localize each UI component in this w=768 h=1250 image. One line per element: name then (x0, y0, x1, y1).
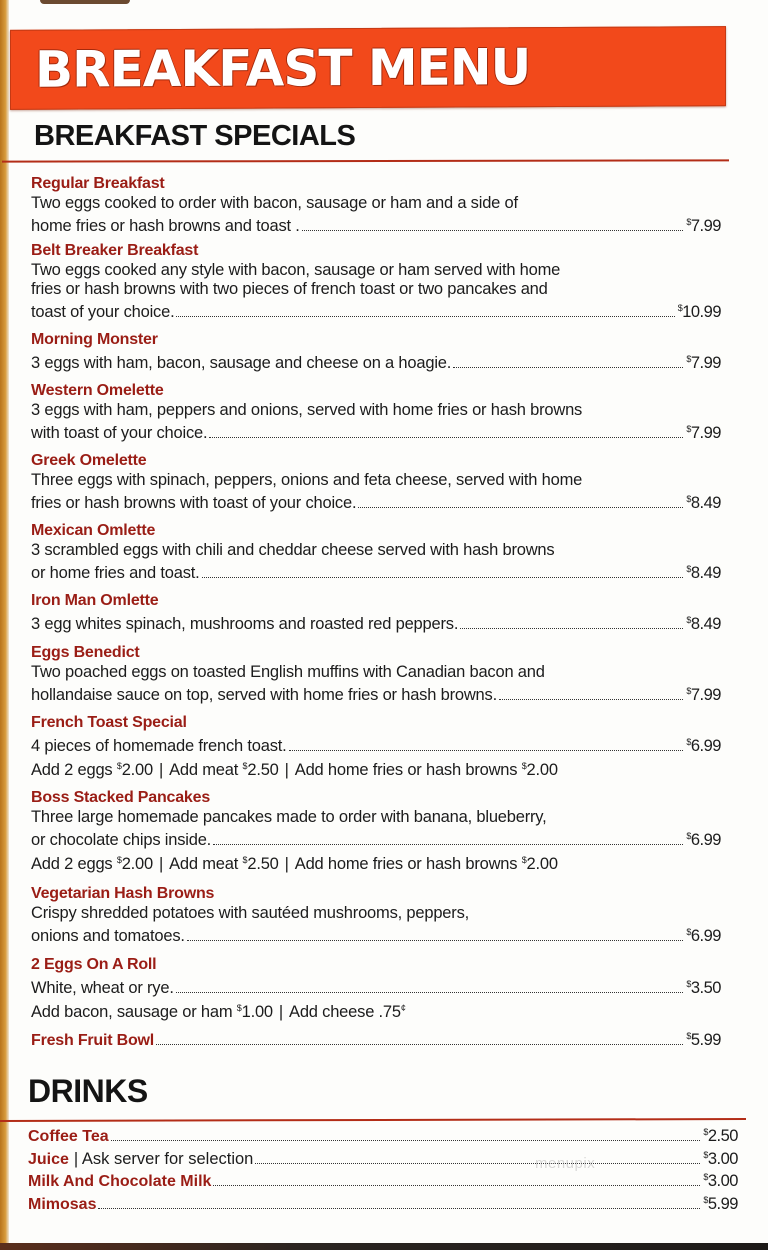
item-name: Boss Stacked Pancakes (31, 789, 211, 806)
currency-symbol: $ (703, 1127, 708, 1137)
item-description-line (31, 194, 721, 213)
currency-symbol: $ (242, 855, 248, 865)
drinks-heading: DRINKS (28, 1073, 148, 1109)
dot-leader (289, 750, 684, 751)
currency-symbol: $ (703, 1172, 708, 1182)
price-value: 7.99 (690, 217, 721, 235)
addon-price: 2.00 (526, 855, 558, 873)
description-text: Two eggs cooked to order with bacon, sausage or ham and a side of (31, 194, 518, 212)
currency-symbol: $ (521, 855, 527, 865)
dot-leader (187, 940, 684, 941)
currency-symbol: $ (236, 1003, 242, 1013)
menu-item (31, 451, 731, 513)
description-text: 3 eggs with ham, bacon, sausage and cheese on a hoagie. (31, 354, 452, 372)
item-description-line (31, 299, 721, 322)
item-addons (31, 756, 731, 781)
item-addons (31, 998, 731, 1023)
drinks-divider (0, 1118, 746, 1122)
watermark: menupix (535, 1155, 596, 1172)
description-text: Three large homemade pancakes made to order with banana, blueberry, (31, 808, 547, 826)
drink-item (28, 1195, 738, 1214)
dot-leader (499, 699, 683, 700)
currency-symbol: $ (686, 615, 691, 625)
dot-leader (176, 992, 684, 993)
menu-item (31, 955, 731, 1023)
description-text: 3 egg whites spinach, mushrooms and roasted red peppers. (31, 615, 459, 633)
menu-item (31, 381, 731, 443)
addon-label: Add home fries or hash browns (294, 855, 518, 873)
item-description-line (31, 541, 721, 560)
addon-separator: | (284, 855, 289, 873)
dot-leader (453, 367, 683, 368)
addon-option (31, 761, 153, 779)
price-value: 7.99 (690, 424, 721, 442)
price-value: 2.50 (707, 1127, 738, 1145)
currency-symbol: $ (703, 1149, 708, 1160)
menu-item (31, 713, 731, 781)
item-name: Iron Man Omlette (31, 592, 159, 609)
price-value: 3.00 (707, 1172, 738, 1190)
item-name: Belt Breaker Breakfast (31, 242, 199, 259)
addon-option (31, 1003, 273, 1021)
addon-label: Add cheese .75 (289, 1003, 401, 1021)
menu-title: BREAKFAST MENU (35, 38, 531, 99)
price-value: 7.99 (690, 686, 721, 704)
item-name: Morning Monster (31, 331, 158, 348)
addon-price: 2.00 (121, 761, 154, 779)
description-text: Two poached eggs on toasted English muffins with Canadian bacon and (31, 663, 545, 681)
item-description-line (31, 471, 721, 490)
description-text: Two eggs cooked any style with bacon, sausage or ham served with home (31, 261, 561, 279)
addon-label: Add bacon, sausage or ham (31, 1003, 233, 1021)
description-text: 4 pieces of homemade french toast. (31, 737, 287, 755)
drink-item (28, 1150, 738, 1169)
price-value: 8.49 (690, 494, 721, 512)
menu-item (31, 521, 731, 583)
item-name: 2 Eggs On A Roll (31, 956, 157, 973)
currency-symbol: $ (703, 1194, 708, 1205)
drink-price (703, 1172, 738, 1191)
item-price (686, 560, 721, 583)
currency-symbol: $ (686, 424, 691, 434)
currency-symbol: $ (686, 737, 691, 747)
title-banner (10, 26, 726, 110)
addon-option (31, 855, 153, 873)
description-text: 3 eggs with ham, peppers and onions, served with home fries or hash browns (31, 401, 583, 419)
menu-item (31, 884, 731, 946)
addon-option (169, 761, 279, 779)
item-description-line (31, 420, 721, 443)
item-description-line (31, 611, 721, 634)
bottom-edge-decoration (0, 1243, 768, 1250)
drink-name: Mimosas (28, 1195, 97, 1213)
price-value: 8.49 (690, 615, 721, 633)
description-text: fries or hash browns with toast of your choice. (31, 494, 357, 512)
price-value: 3.00 (707, 1149, 738, 1168)
currency-symbol: $ (686, 354, 691, 364)
addon-separator: | (159, 855, 164, 873)
item-price (686, 490, 721, 513)
addon-separator: | (278, 1003, 284, 1021)
currency-symbol: $ (116, 855, 122, 865)
currency-symbol: $ (686, 494, 691, 504)
currency-symbol: $ (686, 1031, 691, 1041)
addon-separator: | (159, 761, 164, 779)
item-line (31, 1031, 721, 1051)
menu-item (31, 330, 731, 373)
addon-separator: | (284, 761, 289, 779)
dot-leader (202, 577, 684, 578)
item-name: French Toast Special (31, 714, 187, 731)
drink-price (703, 1127, 738, 1146)
addon-price: 2.50 (247, 855, 279, 873)
item-price (686, 420, 721, 443)
dot-leader (176, 316, 674, 317)
item-price (686, 213, 721, 236)
currency-symbol: $ (521, 761, 527, 771)
price-value: 6.99 (690, 927, 721, 945)
item-description-line (31, 280, 721, 299)
item-price (686, 1031, 721, 1050)
item-description-line (31, 733, 721, 756)
description-text: or home fries and toast. (31, 564, 200, 582)
cents-symbol: ¢ (400, 1003, 406, 1013)
item-price (686, 611, 721, 634)
dot-leader (255, 1163, 700, 1164)
menu-item (31, 788, 731, 875)
item-name: Fresh Fruit Bowl (31, 1032, 155, 1049)
currency-symbol: $ (686, 217, 691, 227)
item-description-line (31, 261, 721, 280)
price-value: 6.99 (690, 831, 721, 849)
dot-leader (358, 507, 683, 508)
item-name: Mexican Omlette (31, 522, 156, 539)
addon-option (289, 1003, 406, 1021)
specials-divider (2, 159, 729, 162)
drink-price (703, 1195, 738, 1214)
menu-item (31, 241, 731, 322)
menu-item (31, 591, 731, 634)
item-description-line (31, 923, 721, 946)
drink-name: Juice (28, 1150, 69, 1168)
item-description-line (31, 490, 721, 513)
item-name: Greek Omelette (31, 452, 147, 469)
description-text: home fries or hash browns and toast . (31, 217, 300, 235)
currency-symbol: $ (686, 686, 691, 696)
currency-symbol: $ (686, 927, 691, 937)
specials-heading: BREAKFAST SPECIALS (34, 120, 356, 152)
addon-label: Add meat (169, 761, 239, 779)
description-text: fries or hash browns with two pieces of french toast or two pancakes and (31, 280, 548, 298)
dot-leader (302, 230, 684, 231)
item-description-line (31, 213, 721, 236)
item-description-line (31, 401, 721, 420)
description-text: White, wheat or rye. (31, 979, 174, 997)
drink-name: Coffee Tea (28, 1128, 109, 1145)
currency-symbol: $ (686, 831, 691, 841)
item-description-line (31, 808, 721, 827)
currency-symbol: $ (677, 303, 683, 313)
dot-leader (460, 628, 683, 629)
page-edge (0, 0, 9, 1250)
drink-note: | Ask server for selection (73, 1149, 254, 1168)
currency-symbol: $ (116, 761, 122, 771)
addon-price: 2.50 (247, 761, 279, 779)
item-price (686, 827, 721, 850)
item-description-line (31, 560, 721, 583)
drink-price (703, 1150, 738, 1169)
top-edge-decoration (40, 0, 130, 4)
currency-symbol: $ (686, 564, 691, 574)
item-price (678, 299, 721, 322)
description-text: Crispy shredded potatoes with sautéed mushrooms, peppers, (31, 904, 470, 922)
addon-price: 1.00 (241, 1003, 273, 1021)
menu-item (31, 643, 731, 705)
addon-price: 2.00 (121, 855, 154, 873)
addon-label: Add meat (169, 855, 239, 873)
price-value: 5.99 (690, 1031, 721, 1049)
description-text: hollandaise sauce on top, served with home fries or hash browns. (31, 686, 497, 704)
item-name: Regular Breakfast (31, 175, 165, 192)
item-name: Vegetarian Hash Browns (31, 885, 215, 902)
dot-leader (156, 1044, 683, 1045)
item-price (686, 923, 721, 946)
price-value: 10.99 (682, 303, 721, 321)
item-description-line (31, 827, 721, 850)
description-text: toast of your choice. (31, 303, 175, 321)
item-name: Western Omelette (31, 382, 164, 399)
drink-item (28, 1127, 738, 1146)
description-text: onions and tomatoes. (31, 927, 185, 945)
dot-leader (213, 844, 683, 845)
item-description-line (31, 663, 721, 682)
description-text: with toast of your choice. (31, 424, 208, 442)
dot-leader (209, 437, 683, 438)
item-price (686, 733, 721, 756)
item-price (686, 682, 721, 705)
description-text: Three eggs with spinach, peppers, onions and feta cheese, served with home (31, 471, 583, 489)
drink-item (28, 1172, 738, 1191)
item-description-line (31, 350, 721, 373)
addon-option (295, 761, 558, 779)
dot-leader (213, 1185, 700, 1186)
description-text: 3 scrambled eggs with chili and cheddar cheese served with hash browns (31, 541, 555, 559)
price-value: 8.49 (690, 564, 721, 582)
dot-leader (111, 1140, 701, 1141)
currency-symbol: $ (686, 979, 691, 989)
addon-option (295, 855, 558, 873)
price-value: 5.99 (707, 1194, 738, 1213)
addon-option (169, 855, 279, 873)
addon-label: Add home fries or hash browns (294, 761, 518, 779)
price-value: 3.50 (690, 979, 721, 997)
price-value: 6.99 (690, 737, 721, 755)
menu-item (31, 1031, 731, 1051)
item-description-line (31, 975, 721, 998)
item-description-line (31, 682, 721, 705)
addon-price: 2.00 (526, 761, 558, 779)
price-value: 7.99 (690, 354, 721, 372)
item-price (686, 350, 721, 373)
item-price (686, 975, 721, 998)
addon-label: Add 2 eggs (31, 761, 113, 779)
addon-label: Add 2 eggs (31, 855, 113, 873)
item-name: Eggs Benedict (31, 644, 140, 661)
item-description-line (31, 904, 721, 923)
drink-name: Milk And Chocolate Milk (28, 1173, 212, 1190)
item-addons (31, 850, 731, 875)
menu-item (31, 174, 731, 236)
currency-symbol: $ (242, 761, 248, 771)
dot-leader (98, 1208, 700, 1209)
description-text: or chocolate chips inside. (31, 831, 212, 849)
